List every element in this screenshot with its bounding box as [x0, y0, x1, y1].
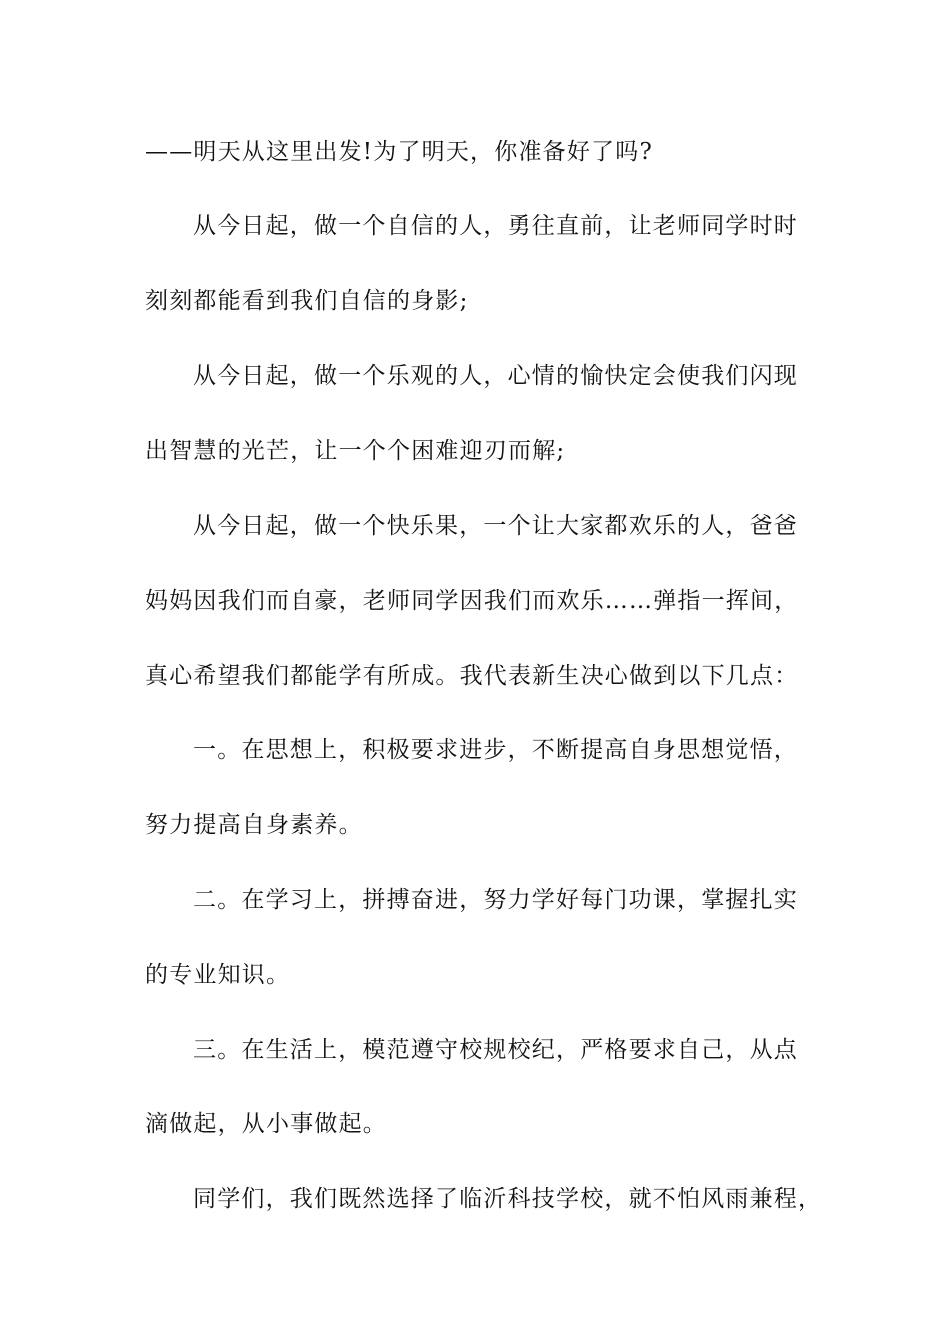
- text-line-12: 的专业知识。: [145, 962, 291, 988]
- text-line-3: 刻刻都能看到我们自信的身影;: [145, 288, 469, 314]
- text-line-8: 真心希望我们都能学有所成。我代表新生决心做到以下几点：: [145, 663, 799, 689]
- text-line-7: 妈妈因我们而自豪，老师同学因我们而欢乐……弹指一挥间，: [145, 588, 799, 614]
- text-line-10: 努力提高自身素养。: [145, 812, 363, 838]
- text-line-4: 从今日起，做一个乐观的人，心情的愉快定会使我们闪现: [193, 363, 798, 389]
- text-line-5: 出智慧的光芒，让一个个困难迎刃而解;: [145, 438, 566, 464]
- text-line-15: 同学们，我们既然选择了临沂科技学校，就不怕风雨兼程，: [193, 1186, 823, 1212]
- text-line-11: 二。在学习上，拼搏奋进，努力学好每门功课，掌握扎实: [193, 887, 798, 913]
- text-line-2: 从今日起，做一个自信的人，勇往直前，让老师同学时时: [193, 213, 798, 239]
- text-line-13: 三。在生活上，模范遵守校规校纪，严格要求自己，从点: [193, 1037, 798, 1063]
- text-line-9: 一。在思想上，积极要求进步，不断提高自身思想觉悟，: [193, 737, 798, 763]
- text-line-6: 从今日起，做一个快乐果，一个让大家都欢乐的人，爸爸: [193, 513, 798, 539]
- text-line-1: ——明天从这里出发!为了明天，你准备好了吗?: [145, 139, 653, 165]
- text-line-14: 滴做起，从小事做起。: [145, 1111, 387, 1137]
